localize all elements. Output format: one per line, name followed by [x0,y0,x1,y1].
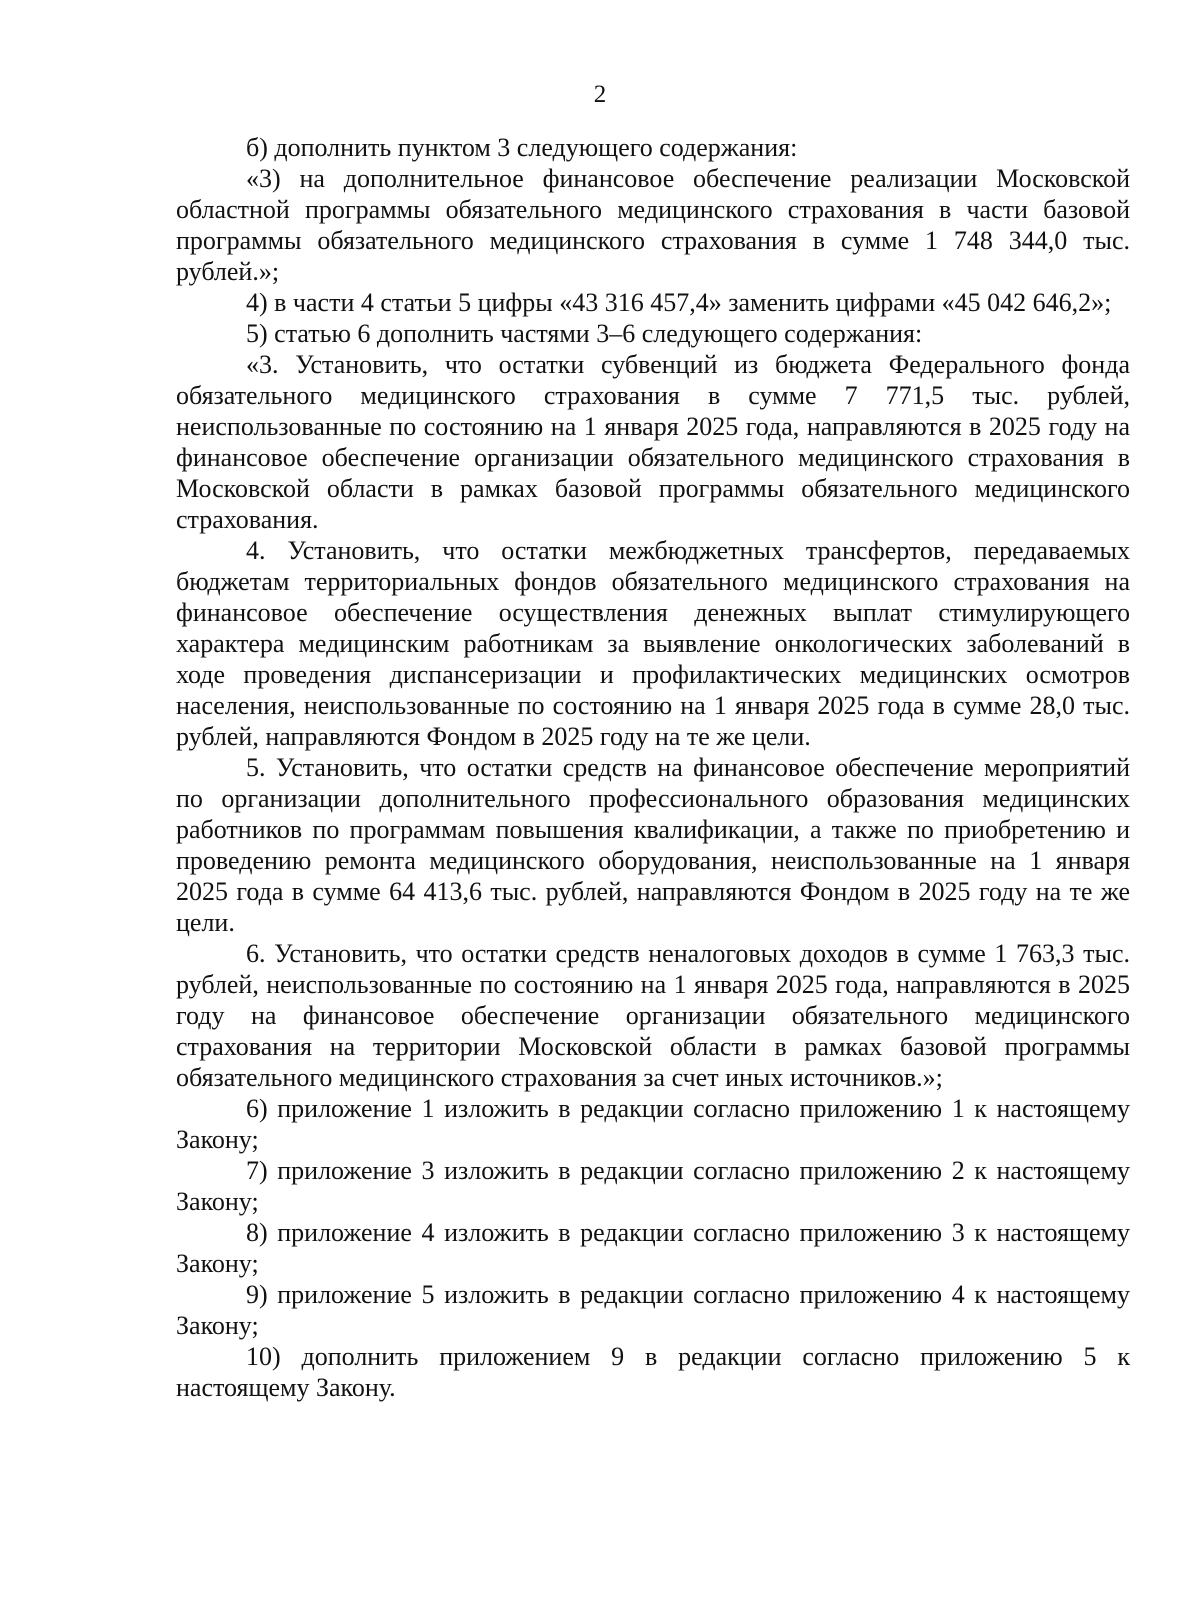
paragraph-part-3: «3. Установить, что остатки субвенций из бюджета Федерального фонда обязательного медицинского страхования в сумме 7 771,5 тыс. рублей, неиспользованные по состоянию на 1 января 2025 года, направляются в 2025 году на финансовое обеспечение организации обязательного медицинского страхования в Московской области в рамках базовой программы обязательного медицинского страхования. [176,350,1130,534]
document-body [176,132,1130,1403]
paragraph-part-6: 6. Установить, что остатки средств неналоговых доходов в сумме 1 763,3 тыс. рублей, неиспользованные по состоянию на 1 января 2025 года, направляются в 2025 году на финансовое обеспечение организации обязательного медицинского страхования на территории Московской области в рамках базовой программы обязательного медицинского страхования за счет иных источников.»; [176,939,1130,1092]
paragraph-part-5: 5. Установить, что остатки средств на финансовое обеспечение мероприятий по организации дополнительного профессионального образования медицинских работников по программам повышения квалификации, а также по приобретению и проведению ремонта медицинского оборудования, неиспользованные на 1 января 2025 года в сумме 64 413,6 тыс. рублей, направляются Фондом в 2025 году на те же цели. [176,753,1130,937]
paragraph-6-appendix-1: 6) приложение 1 изложить в редакции согласно приложению 1 к настоящему Закону; [176,1094,1130,1154]
paragraph-part-4: 4. Установить, что остатки межбюджетных трансфертов, передаваемых бюджетам территориальных фондов обязательного медицинского страхования на финансовое обеспечение осуществления денежных выплат стимулирующего характера медицинским работникам за выявление онкологических заболеваний в ходе проведения диспансеризации и профилактических медицинских осмотров населения, неиспользованные по состоянию на 1 января 2025 года в сумме 28,0 тыс. рублей, направляются Фондом в 2025 году на те же цели. [176,536,1130,751]
paragraph-point-3-text: «3) на дополнительное финансовое обеспечение реализации Московской областной программы обязательного медицинского страхования в части базовой программы обязательного медицинского страхования в сумме 1 748 344,0 тыс. рублей.»; [176,164,1130,286]
paragraph-4-replace-figures: 4) в части 4 статьи 5 цифры «43 316 457,4» заменить цифрами «45 042 646,2»; [246,288,1112,317]
paragraph-b-add-point-3: б) дополнить пунктом 3 следующего содержания: [246,133,798,162]
paragraph-8-appendix-4: 8) приложение 4 изложить в редакции согласно приложению 3 к настоящему Закону; [176,1218,1130,1278]
paragraph-9-appendix-5: 9) приложение 5 изложить в редакции согласно приложению 4 к настоящему Закону; [176,1280,1130,1340]
page-number: 2 [593,81,607,108]
paragraph-10-appendix-9: 10) дополнить приложением 9 в редакции согласно приложению 5 к настоящему Закону. [176,1342,1130,1402]
paragraph-7-appendix-3: 7) приложение 3 изложить в редакции согласно приложению 2 к настоящему Закону; [176,1156,1130,1216]
paragraph-5-article-6: 5) статью 6 дополнить частями 3–6 следующего содержания: [246,319,923,348]
